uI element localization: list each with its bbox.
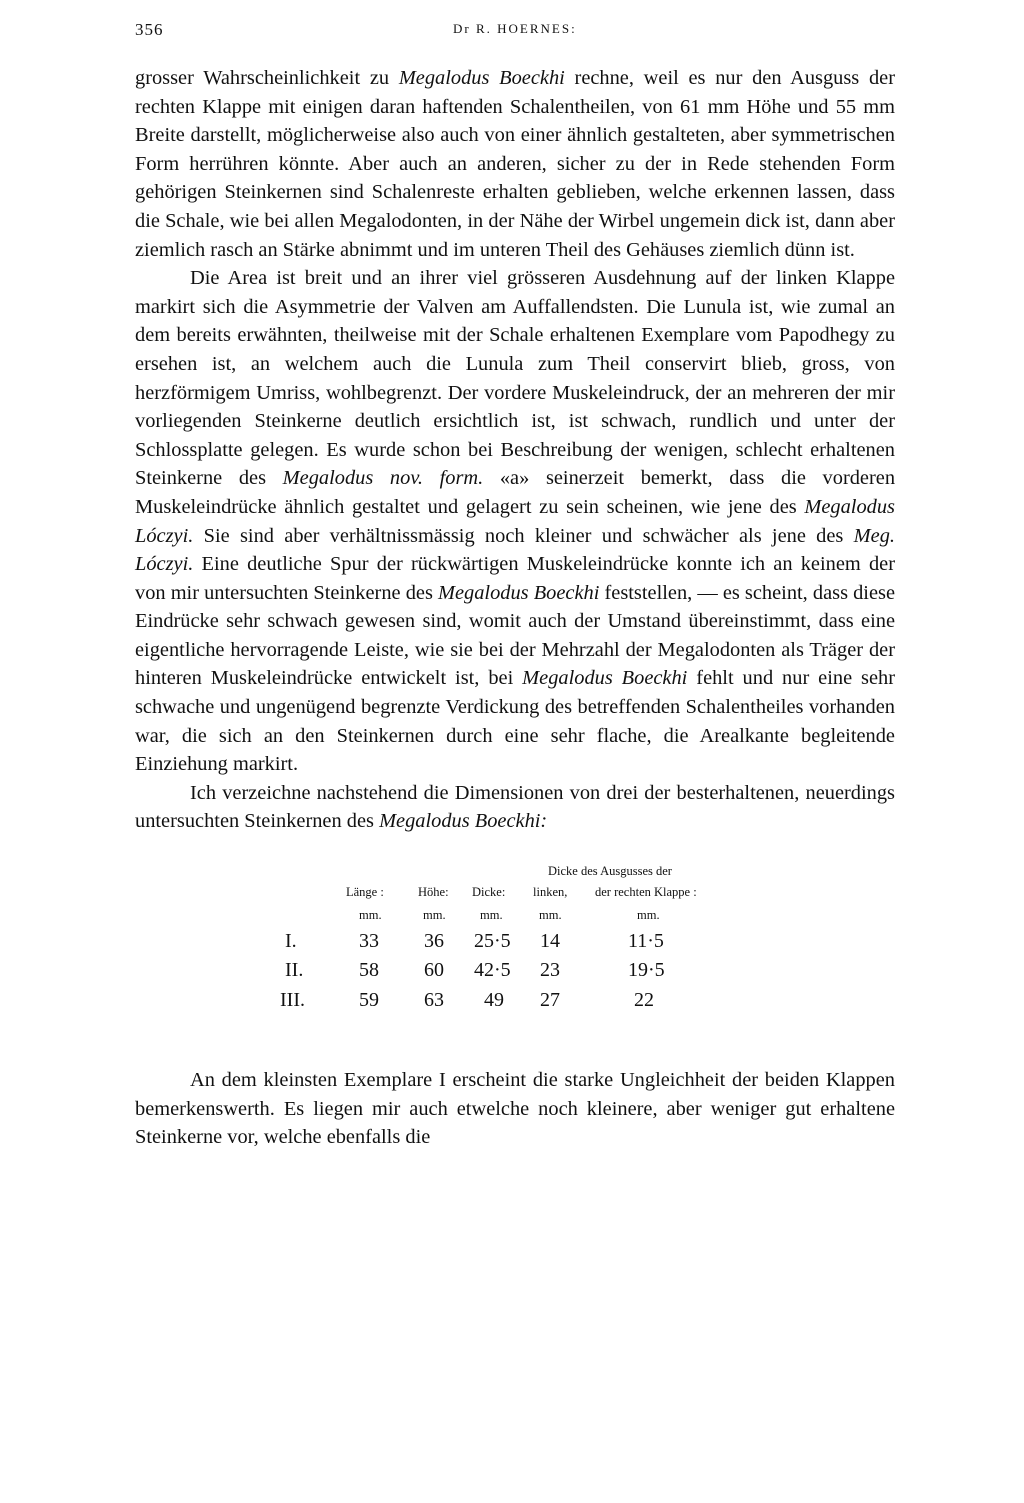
text-run: Sie sind aber verhältnissmässig noch kleiner und schwächer als jene des: [193, 524, 854, 547]
table-cell: 11·5: [628, 930, 664, 953]
table-group-header: Dicke des Ausgusses der: [548, 864, 672, 879]
column-header-right-valve: der rechten Klappe :: [595, 885, 697, 900]
table-cell: 22: [634, 989, 654, 1012]
text-run: rechne, weil es nur den Ausguss der rechten Klappe mit einigen daran haftenden Schalentheilen, von 61 mm Höhe und 55 mm Breite darstellt, möglicherweise also auch von einer ähnlich gestalteten, aber symmetrischen Form herrühren könnte. Aber auch an anderen, sicher zu der in Rede stehenden Form gehörigen Steinkernen sind Schalenreste erhalten geblieben, welche erkennen lassen, dass die Schale, wie bei allen Megalodonten, in der Nähe der Wirbel ungemein dick ist, dann aber ziemlich rasch an Stärke abnimmt und im unteren Theil des Gehäuses ziemlich dünn ist.: [135, 67, 895, 261]
text-run: feststellen, — es scheint, dass diese Eindrücke sehr schwach gewesen sind, womit auch der Umstand übereinstimmt, dass eine eigentliche hervorragende Leiste, wie sie bei der Mehrzahl der Megalodonten als Träger der hinteren Muskeleindrücke entwickelt ist, bei: [135, 581, 896, 690]
body-text: [135, 64, 895, 836]
table-cell: 25·5: [474, 930, 511, 953]
species-name: Megalodus Boeckhi: [437, 581, 600, 604]
paragraph-3: [135, 779, 895, 836]
unit-thickness: mm.: [480, 908, 503, 923]
table-cell: 33: [359, 930, 379, 953]
species-name: Megalodus Lóczyi.: [135, 495, 895, 547]
text-run: Eine deutliche Spur der rückwärtigen Muskeleindrücke konnte ich an keinem der von mir untersuchten Steinkerne des: [135, 553, 895, 604]
species-name: Megalodus Boeckhi: [522, 667, 688, 690]
table-cell: 58: [359, 959, 379, 982]
text-run: Ich verzeichne nachstehend die Dimensionen von drei der besterhaltenen, neuerdings untersuchten Steinkernen des: [135, 781, 895, 833]
unit-height: mm.: [423, 908, 446, 923]
unit-right-valve: mm.: [637, 908, 660, 923]
table-cell: 42·5: [474, 959, 511, 982]
species-name: Meg. Lóczyi.: [135, 524, 895, 576]
row-label: I.: [285, 930, 297, 953]
unit-left-valve: mm.: [539, 908, 562, 923]
text-run: «a» seinerzeit bemerkt, dass die vorderen Muskeleindrücke ähnlich gestaltet und gelagert zu sein scheinen, wie jene des: [135, 467, 896, 518]
row-label: II.: [285, 959, 304, 982]
text-run: fehlt und nur eine sehr schwache und ungenügend begrenzte Verdickung des betreffenden Schalentheiles vorhanden war, die sich an den Steinkernen durch eine sehr flache, die Arealkante begleitende Einziehung markirt.: [135, 667, 896, 776]
closing-text: [135, 1066, 895, 1152]
column-header-left-valve: linken,: [533, 885, 568, 900]
table-cell: 36: [424, 930, 444, 953]
dimensions-table: [135, 858, 895, 1026]
species-name: Megalodus nov. form.: [282, 467, 484, 490]
table-cell: 49: [484, 989, 504, 1012]
table-cell: 19·5: [628, 959, 665, 982]
paragraph-2: [135, 264, 895, 779]
page-header: [135, 18, 895, 44]
column-header-thickness: Dicke:: [472, 885, 506, 900]
table-cell: 27: [540, 989, 560, 1012]
paragraph-4: An dem kleinsten Exemplare I erscheint die starke Ungleichheit der beiden Klappen bemerkenswerth. Es liegen mir auch etwelche noch kleinere, aber weniger gut erhaltene Steinkerne vor, welche ebenfalls die: [135, 1069, 895, 1149]
row-label: III.: [280, 989, 305, 1012]
text-run: grosser Wahrscheinlichkeit zu: [135, 67, 399, 89]
table-cell: 63: [424, 989, 444, 1012]
table-cell: 14: [540, 930, 560, 953]
running-head: Dr R. HOERNES:: [453, 21, 577, 36]
species-name: Megalodus Boeckhi:: [379, 810, 548, 833]
table-cell: 59: [359, 989, 379, 1012]
column-header-height: Höhe:: [418, 885, 449, 900]
page: [135, 18, 895, 1152]
text-run: Die Area ist breit und an ihrer viel grösseren Ausdehnung auf der linken Klappe markirt sich die Asymmetrie der Valven am Auffallendsten. Die Lunula ist, wie zumal an dem bereits erwähnten, theilweise mit der Schale erhaltenen Exemplare vom Papodhegy zu ersehen ist, an welchem auch die Lunula zum Theil conservirt blieb, gross, von herzförmigem Umriss, wohlbegrenzt. Der vordere Muskeleindruck, der an mehreren der mir vorliegenden Steinkerne deutlich ersichtlich ist, ist schwach, rundlich und unter der Schlossplatte gelegen. Es wurde schon bei Beschreibung der wenigen, schlecht erhaltenen Steinkerne des: [135, 267, 895, 490]
species-name: Megalodus Boeckhi: [398, 67, 565, 89]
paragraph-1: [135, 64, 895, 264]
table-cell: 60: [424, 959, 444, 982]
column-header-length: Länge :: [346, 885, 384, 900]
table-cell: 23: [540, 959, 560, 982]
page-number: 356: [135, 20, 164, 39]
unit-length: mm.: [359, 908, 382, 923]
